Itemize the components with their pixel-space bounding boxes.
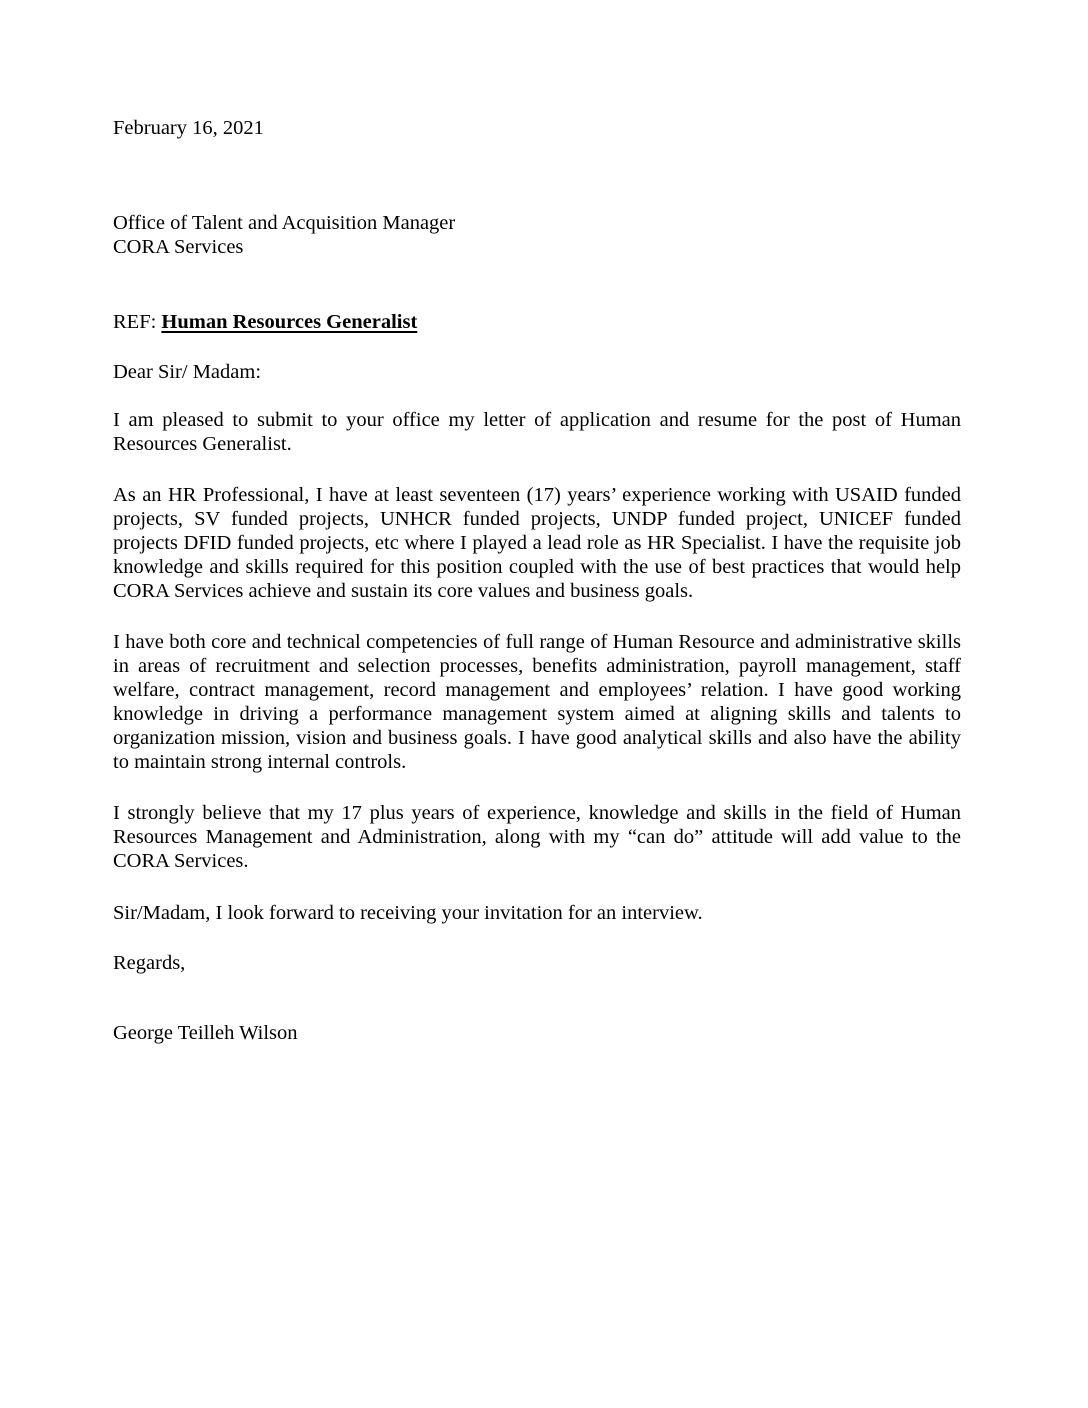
- closing-line: Sir/Madam, I look forward to receiving your invitation for an interview.: [113, 902, 703, 924]
- reference-label: REF:: [113, 311, 162, 333]
- salutation: Dear Sir/ Madam:: [113, 361, 262, 383]
- recipient-company: CORA Services: [113, 236, 244, 258]
- body-paragraph-value: I strongly believe that my 17 plus years of experience, knowledge and skills in the field of Human Resources Management and Administration, along with my “can do” attitude will add value to the CORA Services.: [113, 802, 961, 872]
- signoff: Regards,: [113, 952, 186, 974]
- signature-name: George Teilleh Wilson: [113, 1022, 298, 1044]
- body-paragraph-intro: I am pleased to submit to your office my letter of application and resume for the post of Human Resources Generalist.: [113, 409, 961, 455]
- recipient-address: [113, 211, 961, 259]
- reference-position-title: Human Resources Generalist: [161, 311, 418, 333]
- body-paragraph-competencies: I have both core and technical competencies of full range of Human Resource and administrative skills in areas of recruitment and selection processes, benefits administration, payroll management, staff welfare, contract management, record management and employees’ relation. I have good working knowledge in driving a performance management system aimed at aligning skills and talents to organization mission, vision and business goals. I have good analytical skills and also have the ability to maintain strong internal controls.: [113, 631, 961, 773]
- body-paragraph-experience: As an HR Professional, I have at least seventeen (17) years’ experience working with USAID funded projects, SV funded projects, UNHCR funded projects, UNDP funded project, UNICEF funded projects DFID funded projects, etc where I played a lead role as HR Specialist. I have the requisite job knowledge and skills required for this position coupled with the use of best practices that would help CORA Services achieve and sustain its core values and business goals.: [113, 484, 961, 602]
- letter-date: February 16, 2021: [113, 117, 264, 139]
- reference-line: [113, 310, 961, 334]
- recipient-office: Office of Talent and Acquisition Manager: [113, 212, 456, 234]
